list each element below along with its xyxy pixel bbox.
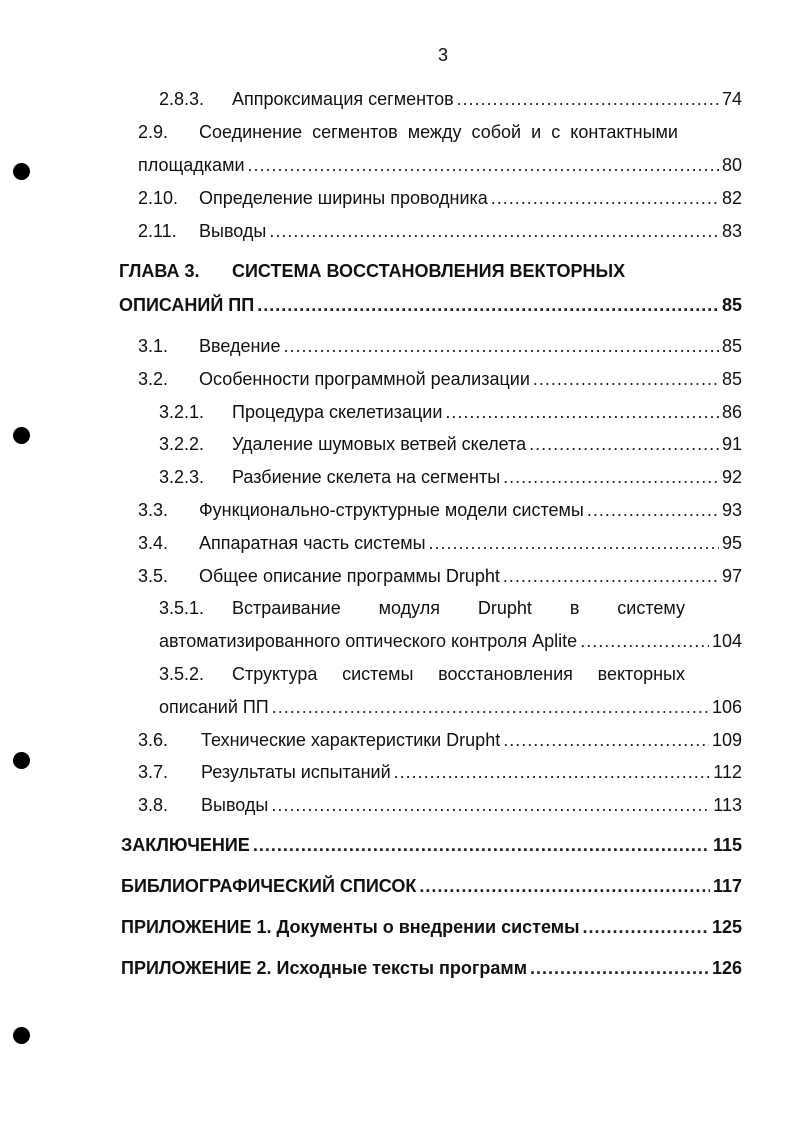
toc-title-word: Встраивание bbox=[232, 598, 341, 618]
toc-number: 3.5.2. bbox=[159, 664, 205, 684]
page-number: 3 bbox=[437, 45, 448, 65]
toc-section-entry[interactable] bbox=[121, 876, 742, 896]
toc-page: 83 bbox=[721, 221, 742, 241]
leader-dots bbox=[248, 155, 719, 175]
toc-page: 92 bbox=[721, 467, 742, 487]
toc-number: 2.8.3. bbox=[159, 89, 205, 109]
toc-entry[interactable] bbox=[159, 89, 742, 109]
toc-number: 3.2. bbox=[138, 369, 169, 389]
toc-title: Удаление шумовых ветвей скелета bbox=[232, 434, 527, 454]
toc-page: 115 bbox=[712, 835, 742, 855]
toc-entry[interactable] bbox=[138, 500, 742, 520]
toc-title: Общее описание программы Drupht bbox=[199, 566, 500, 586]
toc-page: 104 bbox=[711, 631, 742, 651]
toc-title: автоматизированного оптического контроля Aplite bbox=[159, 631, 578, 651]
leader-dots bbox=[457, 89, 719, 109]
toc-title: ОПИСАНИЙ ПП bbox=[119, 295, 255, 315]
toc-entry[interactable] bbox=[138, 730, 742, 750]
toc-title: площадками bbox=[138, 155, 245, 175]
toc-page: 95 bbox=[721, 533, 742, 553]
toc-title-word: в bbox=[569, 598, 580, 618]
toc-page: 97 bbox=[721, 566, 742, 586]
toc-title: СИСТЕМА ВОССТАНОВЛЕНИЯ ВЕКТОРНЫХ bbox=[232, 261, 626, 281]
toc-entry[interactable] bbox=[138, 188, 742, 208]
toc-title: Процедура скелетизации bbox=[232, 402, 443, 422]
toc-chapter-entry[interactable] bbox=[119, 261, 742, 315]
toc-page: 113 bbox=[713, 795, 742, 815]
leader-dots bbox=[580, 631, 709, 651]
toc-title: ПРИЛОЖЕНИЕ 2. Исходные тексты программ bbox=[121, 958, 528, 978]
toc-number: 3.4. bbox=[138, 533, 169, 553]
toc-entry[interactable] bbox=[138, 533, 742, 553]
leader-dots bbox=[419, 876, 710, 896]
toc-page: 117 bbox=[712, 876, 742, 896]
leader-dots bbox=[284, 336, 719, 356]
toc-number: 3.8. bbox=[138, 795, 169, 815]
toc-section-entry[interactable] bbox=[121, 835, 742, 855]
toc-entry[interactable] bbox=[138, 762, 742, 782]
toc-entry[interactable] bbox=[138, 336, 742, 356]
toc-title-word: сегментов bbox=[312, 122, 398, 142]
leader-dots bbox=[257, 295, 719, 315]
toc-entry[interactable] bbox=[138, 221, 742, 241]
toc-page: 109 bbox=[711, 730, 742, 750]
toc-page: 85 bbox=[721, 295, 742, 315]
toc-number: 3.7. bbox=[138, 762, 169, 782]
toc-section-entry[interactable] bbox=[121, 917, 742, 937]
toc-page: 80 bbox=[721, 155, 742, 175]
leader-dots bbox=[587, 500, 719, 520]
toc-page: 106 bbox=[711, 697, 742, 717]
binder-hole-icon bbox=[13, 1027, 30, 1044]
leader-dots bbox=[503, 467, 719, 487]
toc-title: Технические характеристики Drupht bbox=[201, 730, 501, 750]
toc-title-word: и bbox=[531, 122, 542, 142]
toc-title: Введение bbox=[199, 336, 281, 356]
toc-title-word: с bbox=[551, 122, 561, 142]
toc-number: 2.11. bbox=[138, 221, 177, 241]
leader-dots bbox=[271, 795, 710, 815]
leader-dots bbox=[272, 697, 709, 717]
toc-page: 85 bbox=[721, 369, 742, 389]
toc-title: Разбиение скелета на сегменты bbox=[232, 467, 501, 487]
toc-page: 112 bbox=[713, 762, 742, 782]
toc-title-word: собой bbox=[471, 122, 522, 142]
leader-dots bbox=[503, 566, 719, 586]
toc-title-word: систему bbox=[617, 598, 685, 618]
toc-number: 3.2.3. bbox=[159, 467, 205, 487]
toc-title: ПРИЛОЖЕНИЕ 1. Документы о внедрении системы bbox=[121, 917, 580, 937]
toc-number: 3.6. bbox=[138, 730, 169, 750]
toc-page: 85 bbox=[721, 336, 742, 356]
toc-page: 74 bbox=[721, 89, 742, 109]
binder-hole-icon bbox=[13, 752, 30, 769]
toc-title-word: Структура bbox=[232, 664, 318, 684]
toc-title-word: векторных bbox=[597, 664, 685, 684]
toc-title-word: системы bbox=[342, 664, 414, 684]
toc-page: 82 bbox=[721, 188, 742, 208]
toc-title: ЗАКЛЮЧЕНИЕ bbox=[121, 835, 250, 855]
toc-number: 3.5.1. bbox=[159, 598, 205, 618]
leader-dots bbox=[503, 730, 709, 750]
toc-page: 126 bbox=[711, 958, 742, 978]
toc-number: 3.2.1. bbox=[159, 402, 205, 422]
leader-dots bbox=[530, 958, 709, 978]
leader-dots bbox=[394, 762, 711, 782]
leader-dots bbox=[582, 917, 708, 937]
toc-title: Функционально-структурные модели системы bbox=[199, 500, 584, 520]
toc-entry[interactable] bbox=[138, 566, 742, 586]
leader-dots bbox=[429, 533, 719, 553]
leader-dots bbox=[253, 835, 710, 855]
toc-entry[interactable] bbox=[159, 598, 742, 651]
toc-entry[interactable] bbox=[138, 122, 742, 175]
toc-title: описаний ПП bbox=[159, 697, 269, 717]
toc-entry[interactable] bbox=[138, 795, 742, 815]
toc-title: Определение ширины проводника bbox=[199, 188, 488, 208]
toc-entry[interactable] bbox=[159, 664, 742, 717]
toc-page: 86 bbox=[721, 402, 742, 422]
toc-title-word: восстановления bbox=[438, 664, 573, 684]
toc-entry[interactable] bbox=[138, 369, 742, 389]
toc-number: 2.10. bbox=[138, 188, 179, 208]
binder-hole-icon bbox=[13, 163, 30, 180]
toc-title: Результаты испытаний bbox=[201, 762, 391, 782]
toc-number: 3.1. bbox=[138, 336, 169, 356]
toc-number: 3.2.2. bbox=[159, 434, 205, 454]
toc-number: 3.5. bbox=[138, 566, 169, 586]
toc-title-word: между bbox=[407, 122, 462, 142]
toc-entry[interactable] bbox=[159, 402, 742, 422]
toc-entry[interactable] bbox=[159, 467, 742, 487]
toc-title-word: Соединение bbox=[199, 122, 303, 142]
toc-title: БИБЛИОГРАФИЧЕСКИЙ СПИСОК bbox=[121, 876, 417, 896]
toc-title: Выводы bbox=[199, 221, 267, 241]
toc-title: Аппаратная часть системы bbox=[199, 533, 426, 553]
toc-title-word: Drupht bbox=[477, 598, 532, 618]
toc-page: 91 bbox=[721, 434, 742, 454]
leader-dots bbox=[529, 434, 719, 454]
toc-title: Выводы bbox=[201, 795, 269, 815]
leader-dots bbox=[269, 221, 719, 241]
toc-number: ГЛАВА 3. bbox=[119, 261, 200, 281]
toc-number: 2.9. bbox=[138, 122, 169, 142]
toc-page: 125 bbox=[711, 917, 742, 937]
leader-dots bbox=[533, 369, 719, 389]
toc-page: 93 bbox=[721, 500, 742, 520]
toc-title: Аппроксимация сегментов bbox=[232, 89, 454, 109]
leader-dots bbox=[491, 188, 719, 208]
toc-title-word: модуля bbox=[378, 598, 440, 618]
leader-dots bbox=[445, 402, 719, 422]
toc-title-word: контактными bbox=[570, 122, 678, 142]
toc-section-entry[interactable] bbox=[121, 958, 742, 978]
toc-title: Особенности программной реализации bbox=[199, 369, 530, 389]
binder-hole-icon bbox=[13, 427, 30, 444]
toc-entry[interactable] bbox=[159, 434, 742, 454]
toc-number: 3.3. bbox=[138, 500, 169, 520]
